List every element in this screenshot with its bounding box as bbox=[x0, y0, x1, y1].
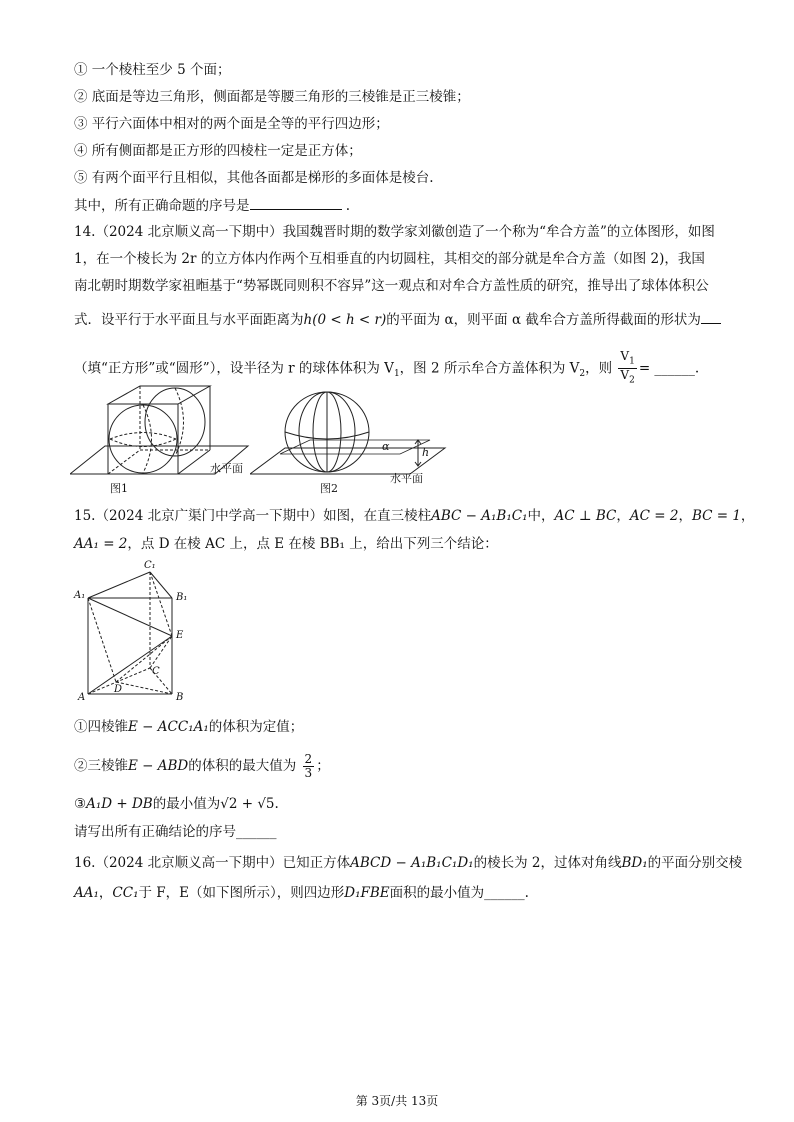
q15-perp: AC ⊥ BC bbox=[554, 508, 617, 524]
label-e: E bbox=[176, 630, 184, 641]
figure-1-caption: 图1 bbox=[110, 482, 128, 495]
h-label: h bbox=[422, 446, 430, 459]
q16-cc1: CC₁ bbox=[112, 885, 139, 901]
v-ratio-fraction: $\frac{V_1}{V_2}$ bbox=[620, 349, 635, 386]
figure-2-caption: 图2 bbox=[320, 482, 338, 495]
q16-line-2 bbox=[74, 883, 734, 903]
label-b: B bbox=[176, 692, 184, 703]
q14-line-3: 南北朝时期数学家祖暅基于“势幂既同则积不容异”这一观点和对牟合方盖性质的研究，推导出了球体体积公 bbox=[74, 278, 709, 294]
answer-blank bbox=[701, 309, 721, 324]
q15-sep: ， bbox=[616, 508, 630, 524]
q15-line-1a: 15.（2024 北京广渠门中学高一下期中）如图，在直三棱柱 bbox=[74, 508, 432, 524]
q15-line-2 bbox=[74, 534, 734, 554]
c3a: ③ bbox=[74, 796, 87, 812]
q15-line-1c: 中， bbox=[527, 508, 555, 524]
q14-line-2: 1，在一个棱长为 2r 的立方体内作两个互相垂直的内切圆柱，其相交的部分就是牟合方盖（如图 2)，我国 bbox=[74, 251, 705, 267]
q16-line-1a: 16.（2024 北京顺义高一下期中）已知正方体 bbox=[74, 855, 351, 871]
q15-line-2b: ，点 D 在棱 AC 上，点 E 在棱 BB₁ 上，给出下列三个结论： bbox=[127, 536, 498, 552]
label-a: A bbox=[78, 692, 86, 703]
q14-line-5a: （填“正方形”或“圆形”），设半径为 r 的球体体积为 V bbox=[74, 360, 394, 377]
q16-line-2f: 面积的最小值为______. bbox=[389, 885, 529, 901]
c3e: . bbox=[274, 796, 279, 812]
label-c1: C₁ bbox=[144, 560, 156, 571]
q15-conclusion-3 bbox=[74, 794, 734, 814]
figure-1-cube-cylinders bbox=[70, 384, 250, 496]
page-footer: 第 3页/共 13页 bbox=[355, 1094, 439, 1108]
q15-conclusion-2 bbox=[74, 753, 734, 780]
label-c: C bbox=[152, 666, 160, 677]
q14-line-5: （填“正方形”或“圆形”），设半径为 r 的球体体积为 $V_1$，图 2 所示牟合方盖体积为 $V_2$，则 $\frac{V_1}{V_2}$ = ______. bbox=[74, 349, 700, 386]
label-a1: A₁ bbox=[74, 590, 86, 601]
figure-1-plane-label: 水平面 bbox=[210, 462, 243, 475]
option-5: ⑤ 有两个面平行且相似，其他各面都是梯形的多面体是棱台. bbox=[74, 170, 434, 186]
c1a: ①四棱锥 bbox=[74, 719, 128, 735]
q14-h-range: h(0 < h < r) bbox=[303, 312, 387, 328]
option-2: ② 底面是等边三角形，侧面都是等腰三角形的三棱锥是正三棱锥； bbox=[74, 89, 470, 105]
frac-num: 2 bbox=[304, 752, 313, 766]
q13-answer-line: 其中，所有正确命题的序号是 . bbox=[74, 195, 734, 216]
q14-line-5d: = ______. bbox=[638, 360, 700, 377]
q16-line-1c: 的棱长为 2，过体对角线 bbox=[473, 855, 622, 871]
q15-bc: BC = 1 bbox=[691, 508, 741, 524]
q16-quad: D₁FBE bbox=[344, 885, 390, 901]
q16-cube: ABCD − A₁B₁C₁D₁ bbox=[350, 855, 474, 871]
c2b: E − ABD bbox=[128, 758, 189, 774]
q15-conclusion-1 bbox=[74, 717, 734, 737]
q16-aa1: AA₁ bbox=[74, 885, 99, 901]
q16-line-1 bbox=[74, 853, 743, 873]
q14-line-1: 14.（2024 北京顺义高一下期中）我国魏晋时期的数学家刘徽创造了一个称为“牟合方盖”的立体图形，如图 bbox=[74, 224, 715, 240]
q14-line-5b: ，图 2 所示牟合方盖体积为 V bbox=[399, 360, 580, 377]
c1c: 的体积为定值； bbox=[208, 719, 304, 735]
figure-2-plane-label: 水平面 bbox=[390, 472, 423, 485]
q15-prism: ABC − A₁B₁C₁ bbox=[431, 508, 528, 524]
q16-line-1e: 的平面分别交棱 bbox=[647, 855, 743, 871]
q15-line-1 bbox=[74, 506, 755, 526]
c3b: A₁D + DB bbox=[86, 796, 153, 812]
option-1: ① 一个棱柱至少 5 个面； bbox=[74, 62, 231, 78]
q15-ac: AC = 2 bbox=[629, 508, 679, 524]
label-d: D bbox=[114, 684, 123, 695]
c2c: 的体积的最大值为 bbox=[188, 758, 297, 774]
figure-2-mouhefanggai bbox=[250, 384, 450, 496]
q14-line-4c: 的平面为 α，则平面 α 截牟合方盖所得截面的形状为 bbox=[386, 312, 701, 328]
prism-figure bbox=[74, 560, 204, 708]
q15-sep: ， bbox=[740, 508, 755, 524]
q14-line-4a: 式．设平行于水平面且与水平面距离为 bbox=[74, 312, 304, 328]
alpha-label: α bbox=[382, 440, 390, 453]
c1b: E − ACC₁A₁ bbox=[128, 719, 209, 735]
q16-sep: ， bbox=[98, 885, 113, 901]
q15-aa1: AA₁ = 2 bbox=[74, 536, 128, 552]
c3d: √2 + √5 bbox=[220, 796, 275, 812]
q15-sep: ， bbox=[678, 508, 692, 524]
q16-line-2d: 于 F，E（如下图所示），则四边形 bbox=[138, 885, 345, 901]
q14-line-5c: ，则 bbox=[585, 360, 613, 377]
option-4: ④ 所有侧面都是正方形的四棱柱一定是正方体； bbox=[74, 143, 362, 159]
answer-blank bbox=[250, 195, 342, 210]
option-3: ③ 平行六面体中相对的两个面是全等的平行四边形； bbox=[74, 116, 389, 132]
c2d: ； bbox=[316, 758, 330, 774]
label-b1: B₁ bbox=[176, 592, 188, 603]
max-volume-fraction bbox=[303, 753, 315, 780]
q13-answer-prompt: 其中，所有正确命题的序号是 bbox=[74, 198, 250, 214]
q15-prompt: 请写出所有正确结论的序号______ bbox=[74, 824, 277, 840]
c2a: ②三棱锥 bbox=[74, 758, 128, 774]
q14-line-4 bbox=[74, 309, 734, 330]
q16-bd1: BD₁ bbox=[621, 855, 648, 871]
frac-den: 3 bbox=[304, 766, 313, 780]
c3c: 的最小值为 bbox=[152, 796, 221, 812]
